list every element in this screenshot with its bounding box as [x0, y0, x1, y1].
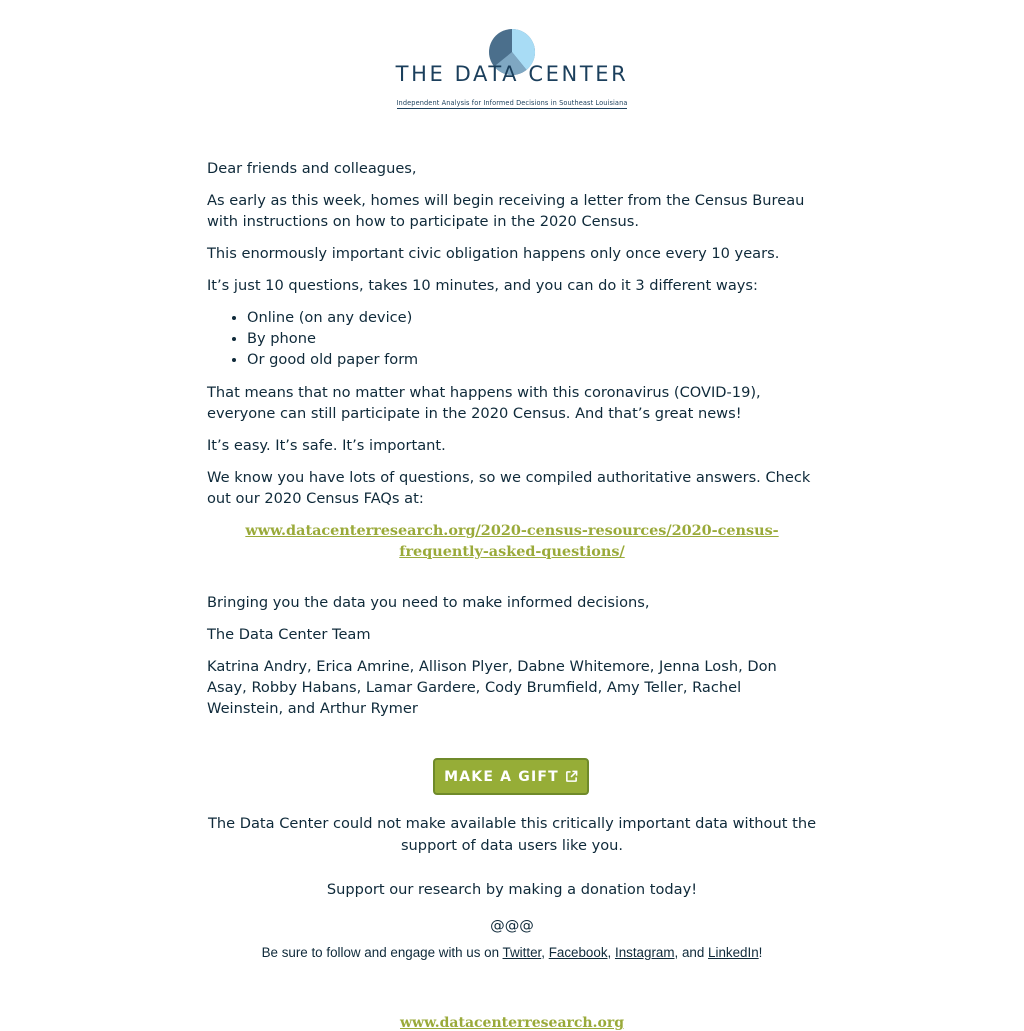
paragraph-civic-obligation: This enormously important civic obligation happens only once every 10 years. [207, 245, 780, 262]
paragraph-coronavirus: That means that no matter what happens with this coronavirus (COVID-19), everyone can still participate in the 2020 Census. And that’s great news! [207, 384, 761, 422]
logo-title: THE DATA CENTER [395, 62, 629, 86]
paragraph-easy-safe: It’s easy. It’s safe. It’s important. [207, 437, 446, 454]
support-text: The Data Center could not make available this critically important data without the support of data users like you. [207, 815, 817, 854]
facebook-link[interactable]: Facebook [548, 945, 608, 960]
list-item: • Online (on any device) [247, 307, 817, 328]
and-text: , and [674, 945, 709, 960]
comma-separator: , [541, 945, 549, 960]
signoff: Bringing you the data you need to make informed decisions, [207, 594, 650, 611]
team-members: Katrina Andry, Erica Amrine, Allison Plyer, Dabne Whitemore, Jenna Losh, Don Asay, Robby Habans, Lamar Gardere, Cody Brumfield, Amy Teller, Rachel Weinstein, and Arthur Rymer [207, 658, 777, 717]
ways-list [207, 307, 817, 370]
make-a-gift-label: MAKE A GIFT [444, 768, 559, 785]
follow-prefix: Be sure to follow and engage with us on [261, 945, 503, 960]
comma-separator: , [607, 945, 615, 960]
twitter-link[interactable]: Twitter [502, 945, 542, 960]
list-item: • By phone [247, 328, 817, 349]
greeting: Dear friends and colleagues, [207, 160, 417, 177]
linkedin-link[interactable]: LinkedIn [708, 945, 759, 960]
logo-tagline: Independent Analysis for Informed Decisions in Southeast Louisiana [396, 99, 628, 107]
paragraph-census-letter: As early as this week, homes will begin receiving a letter from the Census Bureau with instructions on how to participate in the 2020 Census. [207, 192, 805, 230]
instagram-link[interactable]: Instagram [614, 945, 675, 960]
logo-tagline-wrap [0, 90, 1024, 109]
donate-text: Support our research by making a donation today! [326, 881, 698, 898]
paragraph-faq-intro: We know you have lots of questions, so we compiled authoritative answers. Check out our 2020 Census FAQs at: [207, 469, 811, 507]
list-item: • Or good old paper form [247, 349, 817, 370]
website-link[interactable]: www.datacenterresearch.org [400, 1015, 624, 1031]
faq-link[interactable]: www.datacenterresearch.org/2020-census-resources/2020-census-frequently-asked-questions/ [245, 522, 779, 560]
paragraph-ways-intro: It’s just 10 questions, takes 10 minutes, and you can do it 3 different ways: [207, 277, 758, 294]
social-follow-line [0, 945, 1024, 960]
team-name: The Data Center Team [207, 626, 371, 643]
make-a-gift-button[interactable] [433, 758, 589, 795]
external-link-icon [565, 770, 578, 783]
email-body [207, 158, 817, 730]
exclamation: ! [758, 945, 763, 960]
at-symbols: @@@ [490, 917, 534, 934]
